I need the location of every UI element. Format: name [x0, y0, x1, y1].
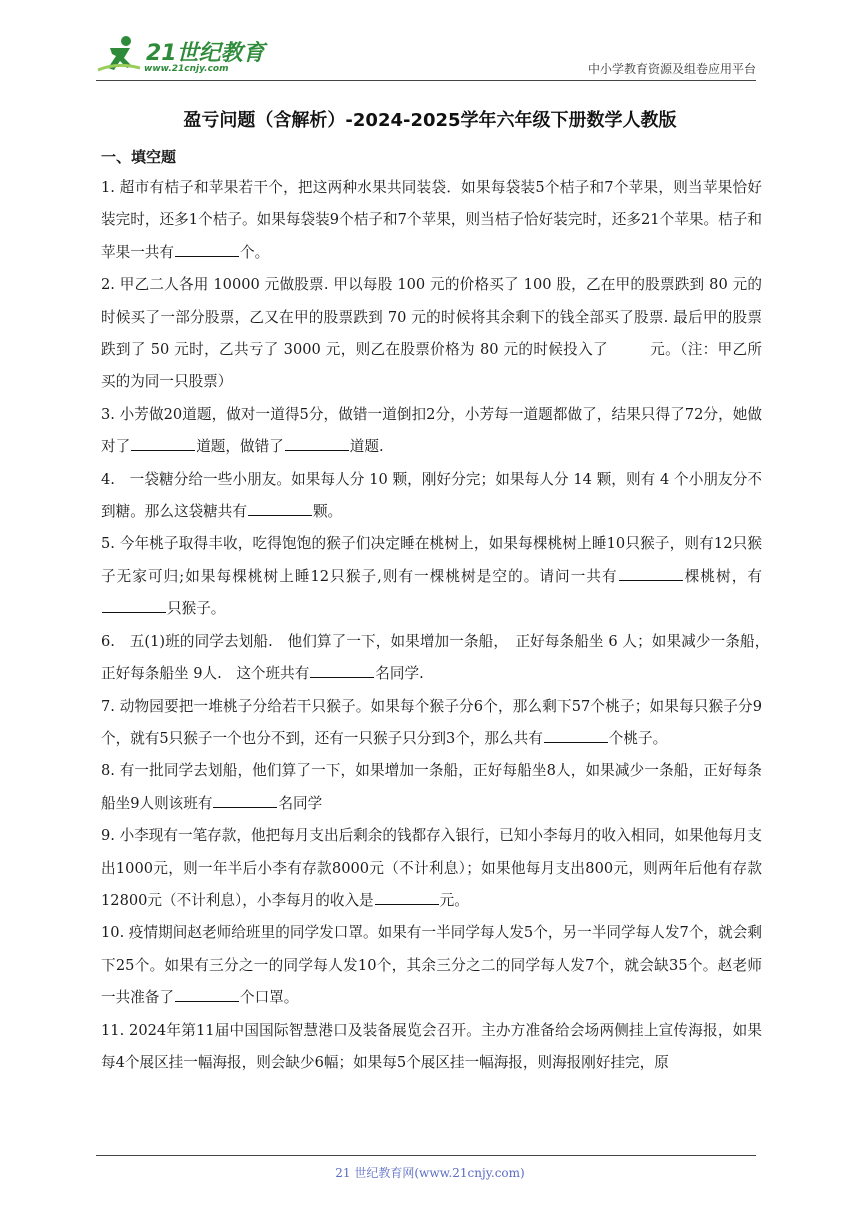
question-text: 个。 [239, 243, 270, 261]
question-text: 9. 小李现有一笔存款，他把每月支出后剩余的钱都存入银行，已知小李每月的收入相同，如果他每月支出1000元，则一年半后小李有存款8000元（不计利息）；如果他每月支出800元，则两年后他有存款12800元（不计利息），小李每月的收入是 [101, 827, 762, 909]
answer-blank[interactable] [213, 789, 277, 808]
question-4 [101, 464, 762, 529]
question-8 [101, 755, 762, 820]
logo-url: www.21cnjy.com [144, 64, 229, 74]
question-text: 2. 甲乙二人各用 10000 元做股票. 甲以每股 100 元的价格买了 100 股，乙在甲的股票跌到 80 元的时候买了一部分股票，乙又在甲的股票跌到 70 元的时候将其余剩下的钱全部买了股票. 最后甲的股票跌到了 50 元时，乙共亏了 3000 元，则乙在股票价格为 80 元的时候投入了 [101, 276, 762, 359]
runner-icon [96, 34, 146, 78]
question-text: 名同学 [278, 794, 323, 812]
answer-blank[interactable] [175, 238, 239, 257]
answer-blank[interactable] [544, 724, 608, 743]
answer-blank[interactable] [375, 886, 439, 905]
question-text: 道题，做错了 [196, 438, 284, 456]
question-text: 8. 有一批同学去划船，他们算了一下，如果增加一条船，正好每船坐8人，如果减少一条船，正好每条船坐9人则该班有 [101, 762, 762, 812]
answer-blank[interactable] [619, 562, 683, 581]
question-text: 名同学. [375, 665, 424, 683]
question-text: 7. 动物园要把一堆桃子分给若干只猴子。如果每个猴子分6个，那么剩下57个桃子；如果每只猴子分9个，就有5只猴子一个也分不到，还有一只猴子只分到3个，那么共有 [101, 697, 762, 747]
question-text: 道题. [349, 438, 384, 456]
question-text: 10. 疫情期间赵老师给班里的同学发口罩。如果有一半同学每人发5个，另一半同学每人发7个，就会剩下25个。如果有三分之一的同学每人发10个，其余三分之二的同学每人发7个，就会缺35个。赵老师一共准备了 [101, 924, 762, 1007]
question-11 [101, 1015, 762, 1080]
question-text: 5. 今年桃子取得丰收，吃得饱饱的猴子们决定睡在桃树上，如果每棵桃树上睡10只猴子，则有12只猴子无家可归;如果每棵桃树上睡12只猴子,则有一棵桃树是空的。请问一共有 [101, 535, 762, 585]
question-1 [101, 172, 762, 269]
header-tagline: 中小学教育资源及组卷应用平台 [587, 62, 756, 76]
question-text: 1. 超市有桔子和苹果若干个，把这两种水果共同装袋．如果每袋装5个桔子和7个苹果，则当苹果恰好装完时，还多1个桔子。如果每袋装9个桔子和7个苹果，则当桔子恰好装完时，还多21个苹果。桔子和苹果一共有 [101, 179, 762, 261]
question-text: 6. 五(1)班的同学去划船. 他们算了一下，如果增加一条船， 正好每条船坐 6 人；如果减少一条船， 正好每条船坐 9人. 这个班共有 [101, 632, 777, 683]
question-7 [101, 691, 762, 756]
header-divider [96, 80, 756, 81]
answer-blank[interactable] [248, 497, 312, 516]
logo [96, 34, 266, 78]
question-text: 11. 2024年第11届中国国际智慧港口及装备展览会召开。主办方准备给会场两侧挂上宣传海报，如果每4个展区挂一幅海报，则会缺少6幅；如果每5个展区挂一幅海报，则海报刚好挂完，原 [101, 1021, 762, 1071]
question-5 [101, 528, 762, 625]
question-list [101, 172, 777, 1079]
question-text: 个口罩。 [239, 989, 299, 1007]
question-2 [101, 269, 762, 399]
question-6 [101, 626, 777, 691]
page-title: 盈亏问题（含解析）-2024-2025学年六年级下册数学人教版 [183, 110, 677, 131]
question-10 [101, 917, 762, 1014]
answer-blank[interactable] [131, 432, 195, 451]
answer-blank[interactable] [175, 983, 239, 1002]
question-text: 只猴子。 [167, 600, 226, 618]
answer-blank[interactable] [310, 659, 374, 678]
question-text: 3. 小芳做20道题，做对一道得5分，做错一道倒扣2分，小芳每一道题都做了，结果只得了72分，她做对了 [101, 405, 762, 456]
question-9 [101, 820, 762, 917]
question-text: 元。（注：甲乙所买的为同一只股票） [101, 341, 763, 391]
footer-divider [96, 1155, 756, 1156]
answer-blank[interactable] [609, 336, 649, 354]
answer-blank[interactable] [285, 432, 349, 451]
answer-blank[interactable] [102, 594, 166, 613]
page-header [96, 30, 756, 80]
question-3 [101, 399, 762, 464]
question-text: 元。 [439, 891, 469, 909]
section-heading: 一、填空题 [101, 148, 177, 166]
question-text: 棵桃树，有 [683, 567, 762, 585]
footer-link[interactable]: 21 世纪教育网(www.21cnjy.com) [335, 1166, 525, 1180]
logo-text: 21世纪教育 [146, 41, 265, 66]
question-text: 个桃子。 [608, 729, 668, 747]
question-text: 4. 一袋糖分给一些小朋友。如果每人分 10 颗，刚好分完；如果每人分 14 颗，则有 4 个小朋友分不到糖。那么这袋糖共有 [101, 470, 762, 521]
question-text: 颗。 [312, 503, 343, 521]
